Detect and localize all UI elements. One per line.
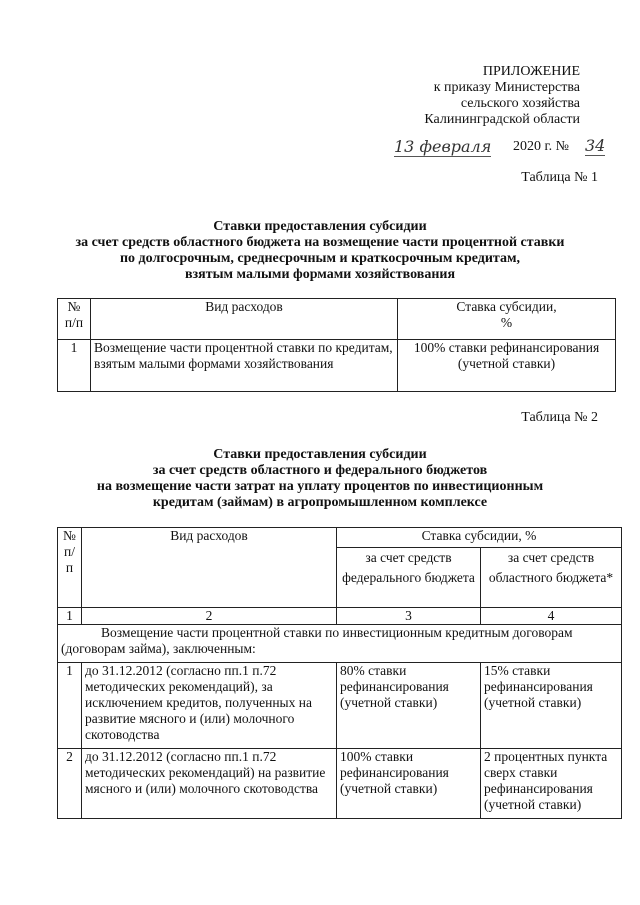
table1-row-rate: 100% ставки рефинансирования (учетной ставки)	[398, 340, 616, 392]
table2-row-type: до 31.12.2012 (согласно пп.1 п.72 методических рекомендаций), за исключением кредитов, полученных на развитие мясного и (или) молочного скотоводства	[82, 663, 337, 749]
table2-colnum: 4	[481, 608, 622, 625]
annex-ministry-line: сельского хозяйства	[460, 96, 580, 111]
table1-head-type: Вид расходов	[91, 299, 398, 340]
table2-head-num: № п/п	[58, 528, 82, 608]
table2-title-line: кредитам (займам) в агропромышленном комплексе	[152, 495, 488, 510]
handwritten-order-number: 34	[585, 136, 606, 155]
table2-colnum: 3	[337, 608, 481, 625]
table1-row-type: Возмещение части процентной ставки по кредитам, взятым малыми формами хозяйствования	[91, 340, 398, 392]
table1-title-line: по долгосрочным, среднесрочным и краткосрочным кредитам,	[119, 251, 521, 266]
table2-colnum: 2	[82, 608, 337, 625]
annex-order-line: к приказу Министерства	[433, 80, 580, 95]
table2-row-num: 2	[58, 749, 82, 819]
table1-title-line: за счет средств областного бюджета на возмещение части процентной ставки	[75, 235, 565, 250]
table1-title	[0, 219, 640, 283]
table2-head-regional: за счет средств областного бюджета*	[481, 548, 622, 608]
table2-head-type: Вид расходов	[82, 528, 337, 608]
table2-row-regional: 2 процентных пункта сверх ставки рефинансирования (учетной ставки)	[481, 749, 622, 819]
table2-title	[0, 447, 640, 511]
table2-row-type: до 31.12.2012 (согласно пп.1 п.72 методических рекомендаций) на развитие мясного и (или) молочного скотоводства	[82, 749, 337, 819]
annex-date	[388, 136, 606, 157]
table2-row-federal: 100% ставки рефинансирования (учетной ставки)	[337, 749, 481, 819]
table1-head-rate: Ставка субсидии, %	[398, 299, 616, 340]
table1-title-line: взятым малыми формами хозяйствования	[184, 267, 456, 282]
table2-head-federal: за счет средств федерального бюджета	[337, 548, 481, 608]
table2-title-line: Ставки предоставления субсидии	[213, 447, 427, 462]
annex-header	[424, 64, 580, 128]
table1-label: Таблица № 1	[521, 170, 598, 185]
table2-section-header: Возмещение части процентной ставки по инвестиционным кредитным договорам (договорам займа), заключенным:	[58, 625, 622, 663]
table2-colnum: 1	[58, 608, 82, 625]
table1	[57, 298, 616, 392]
order-year: 2020 г. №	[513, 139, 570, 154]
annex-title: ПРИЛОЖЕНИЕ	[482, 64, 580, 79]
table2-head-rate: Ставка субсидии, %	[337, 528, 622, 548]
table1-title-line: Ставки предоставления субсидии	[213, 219, 427, 234]
table2-row-regional: 15% ставки рефинансирования (учетной ставки)	[481, 663, 622, 749]
table1-head-num: № п/п	[58, 299, 91, 340]
table2-title-line: за счет средств областного и федерального бюджетов	[152, 463, 488, 478]
handwritten-date: 13 февраля	[394, 137, 492, 156]
table2	[57, 527, 622, 819]
annex-region-line: Калининградской области	[424, 112, 580, 127]
table2-title-line: на возмещение части затрат на уплату процентов по инвестиционным	[96, 479, 544, 494]
table2-label: Таблица № 2	[521, 410, 598, 425]
table2-row-num: 1	[58, 663, 82, 749]
table1-row-num: 1	[58, 340, 91, 392]
table2-row-federal: 80% ставки рефинансирования (учетной ставки)	[337, 663, 481, 749]
